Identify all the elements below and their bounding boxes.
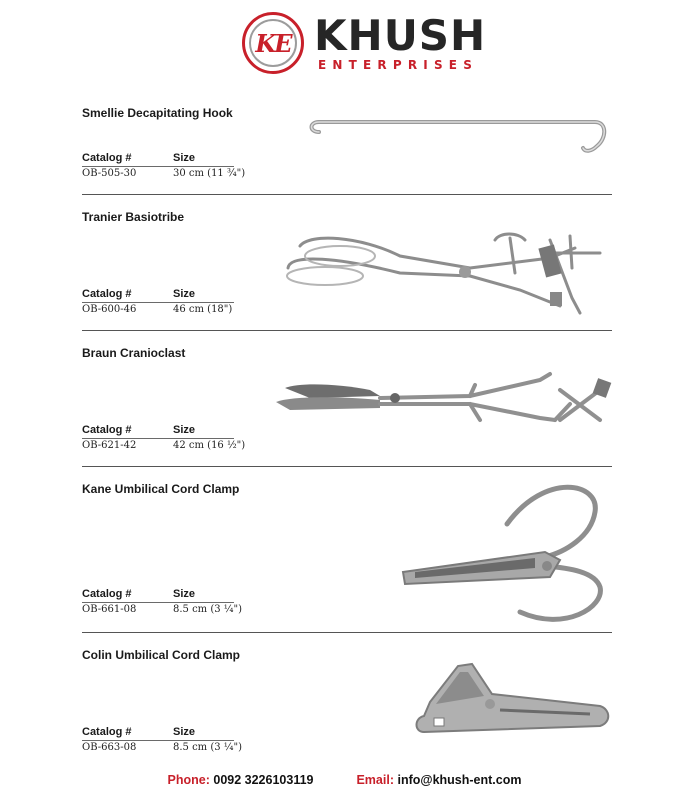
catalog-number: OB-505-30 <box>82 168 137 179</box>
product-braun-cranioclast <box>0 346 689 466</box>
catalog-number: OB-661-08 <box>82 604 137 615</box>
brand-subtitle: ENTERPRISES <box>318 58 479 72</box>
size-value: 46 cm (18") <box>173 304 233 315</box>
product-name: Braun Cranioclast <box>82 346 186 360</box>
size-value: 42 cm (16 ½") <box>173 440 246 451</box>
catalog-header: Catalog # <box>82 588 132 600</box>
footer-contact <box>0 773 689 787</box>
divider <box>82 632 612 633</box>
catalog-number: OB-600-46 <box>82 304 137 315</box>
catalog-header: Catalog # <box>82 726 132 738</box>
catalog-number: OB-663-08 <box>82 742 137 753</box>
product-name: Tranier Basiotribe <box>82 210 185 224</box>
logo-emblem <box>242 12 304 74</box>
cranioclast-image <box>270 360 615 455</box>
email-label: Email: <box>356 773 394 787</box>
size-header: Size <box>173 152 196 164</box>
basiotribe-image <box>280 218 615 323</box>
catalog-header: Catalog # <box>82 152 132 164</box>
size-value: 8.5 cm (3 ¼") <box>173 604 242 615</box>
size-header: Size <box>173 288 196 300</box>
divider <box>82 330 612 331</box>
brand-name: KHUSH <box>314 11 487 60</box>
header <box>0 0 689 90</box>
catalog-number: OB-621-42 <box>82 440 137 451</box>
product-name: Smellie Decapitating Hook <box>82 106 233 120</box>
spec-table <box>82 288 242 315</box>
size-header: Size <box>173 588 196 600</box>
email-address[interactable]: info@khush-ent.com <box>397 773 522 787</box>
phone-label: Phone: <box>167 773 210 787</box>
product-smellie-hook <box>0 106 689 196</box>
colin-clamp-image <box>410 654 615 744</box>
divider <box>82 466 612 467</box>
logo-mark: KE <box>255 29 291 58</box>
spec-table <box>82 424 246 451</box>
divider <box>82 194 612 195</box>
product-kane-clamp <box>0 482 689 632</box>
size-header: Size <box>173 726 196 738</box>
size-header: Size <box>173 424 196 436</box>
product-tranier-basiotribe <box>0 210 689 330</box>
hook-image <box>305 112 615 160</box>
phone-number[interactable]: 0092 3226103119 <box>213 773 314 787</box>
product-colin-clamp <box>0 648 689 768</box>
product-name: Colin Umbilical Cord Clamp <box>82 648 241 662</box>
catalog-header: Catalog # <box>82 288 132 300</box>
catalog-header: Catalog # <box>82 424 132 436</box>
spec-table <box>82 726 242 753</box>
spec-table <box>82 588 242 615</box>
kane-clamp-image <box>395 482 615 622</box>
product-name: Kane Umbilical Cord Clamp <box>82 482 240 496</box>
spec-table <box>82 152 246 179</box>
size-value: 30 cm (11 ¾") <box>173 168 246 179</box>
size-value: 8.5 cm (3 ¼") <box>173 742 242 753</box>
